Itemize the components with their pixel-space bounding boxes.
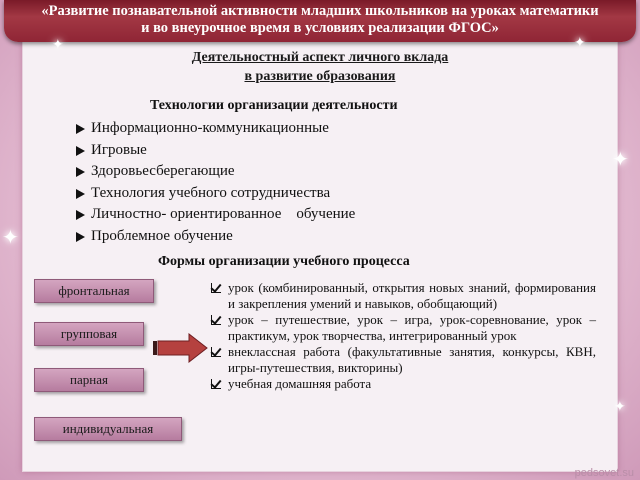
banner-line-1: «Развитие познавательной активности младших школьников на уроках математики <box>41 3 599 19</box>
lesson-item: учебная домашняя работа <box>208 376 596 392</box>
lessons-list <box>208 280 596 392</box>
tag-pair: парная <box>34 368 144 392</box>
technology-item: Игровые <box>74 140 355 162</box>
sparkle-icon: ✦ <box>52 38 64 53</box>
banner-line-2: и во внеурочное время в условиях реализации ФГОС» <box>141 20 499 36</box>
sparkle-icon: ✦ <box>612 149 629 171</box>
lesson-item: урок (комбинированный, открытия новых знаний, формирования и закрепления умений и навыков, обобщающий) <box>208 280 596 312</box>
forms-heading: Формы организации учебного процесса <box>158 254 410 269</box>
technologies-heading: Технологии организации деятельности <box>150 98 398 113</box>
title-line-2: в развитие образования <box>244 69 396 84</box>
technology-item: Личностно- ориентированное обучение <box>74 204 355 226</box>
technology-item: Технология учебного сотрудничества <box>74 183 355 205</box>
technology-item: Информационно-коммуникационные <box>74 118 355 140</box>
right-arrow-icon <box>153 333 209 363</box>
title-line-1: Деятельностный аспект личного вклада <box>191 50 449 65</box>
sparkle-icon: ✦ <box>2 227 19 249</box>
sparkle-icon: ✦ <box>614 400 626 415</box>
tag-frontal: фронтальная <box>34 279 154 303</box>
watermark: pedsovet.su <box>574 467 634 479</box>
technology-item: Здоровьесберегающие <box>74 161 355 183</box>
header-banner <box>4 0 636 42</box>
technologies-list <box>74 118 355 248</box>
technology-item: Проблемное обучение <box>74 226 355 248</box>
lesson-item: урок – путешествие, урок – игра, урок-соревнование, урок – практикум, урок творчества, интегрированный урок <box>208 312 596 344</box>
lesson-item: внеклассная работа (факультативные занятия, конкурсы, КВН, игры-путешествия, викторины) <box>208 344 596 376</box>
sparkle-icon: ✦ <box>574 36 586 51</box>
tag-group: групповая <box>34 322 144 346</box>
page-title <box>150 48 490 86</box>
tag-individual: индивидуальная <box>34 417 182 441</box>
